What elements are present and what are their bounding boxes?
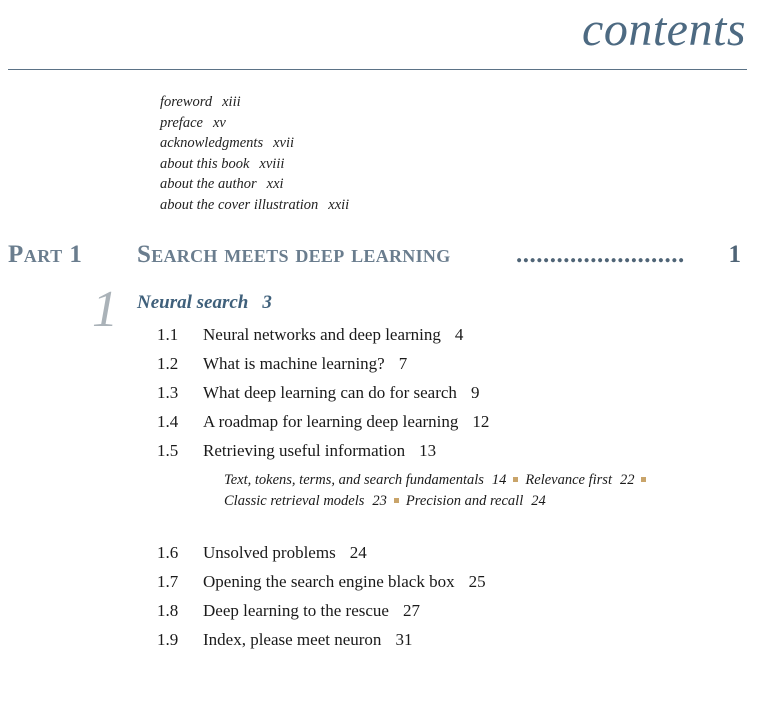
section-number: 1.8 <box>157 601 179 620</box>
section-number: 1.9 <box>157 630 179 649</box>
entry-title: about the cover illustration <box>160 196 319 213</box>
subsection-entry[interactable] <box>224 472 506 488</box>
subsection-entry[interactable] <box>224 493 387 509</box>
section-entry[interactable] <box>157 571 486 593</box>
section-entry[interactable] <box>157 629 412 651</box>
entry-title: acknowledgments <box>160 135 264 152</box>
section-title: Unsolved problems <box>203 543 336 562</box>
bullet-separator <box>394 498 399 503</box>
front-matter-item[interactable] <box>160 133 349 154</box>
part-dot-leader: ......................... <box>516 241 685 268</box>
section-entry[interactable] <box>157 382 479 404</box>
chapter-page: 3 <box>262 292 272 313</box>
front-matter-item[interactable] <box>160 154 349 175</box>
section-title: Deep learning to the rescue <box>203 601 389 620</box>
entry-page: xiii <box>222 94 241 110</box>
part-heading[interactable] <box>8 240 741 270</box>
subsection-list <box>224 470 694 512</box>
section-entry[interactable] <box>157 440 436 462</box>
subsection-entry[interactable] <box>406 493 546 509</box>
section-title: Index, please meet neuron <box>203 630 382 649</box>
section-number: 1.6 <box>157 543 179 562</box>
section-page: 24 <box>349 543 367 562</box>
subsection-title: Classic retrieval models <box>224 493 365 509</box>
bullet-separator <box>513 477 518 482</box>
section-number: 1.5 <box>157 441 179 460</box>
front-matter-item[interactable] <box>160 174 349 195</box>
section-title: Neural networks and deep learning <box>203 325 441 344</box>
subsection-page: 23 <box>372 493 387 509</box>
chapter-number: 1 <box>92 281 118 338</box>
bullet-separator <box>641 477 646 482</box>
section-page: 4 <box>454 325 464 344</box>
section-entry[interactable] <box>157 542 367 564</box>
chapter-title: Neural search <box>137 292 249 313</box>
entry-page: xvii <box>273 135 295 152</box>
section-number: 1.1 <box>157 325 179 344</box>
section-page: 12 <box>472 412 490 431</box>
section-page: 25 <box>468 572 486 591</box>
title-divider <box>8 69 747 70</box>
entry-page: xxii <box>328 196 350 213</box>
section-number: 1.2 <box>157 354 179 373</box>
section-title: What is machine learning? <box>203 354 385 373</box>
section-entry[interactable] <box>157 324 463 346</box>
subsection-title: Text, tokens, terms, and search fundamentals <box>224 472 484 488</box>
entry-title: foreword <box>160 94 213 110</box>
entry-title: about the author <box>160 176 257 193</box>
entry-page: xxi <box>266 176 284 193</box>
subsection-title: Relevance first <box>525 472 612 488</box>
section-page: 27 <box>402 601 420 620</box>
entry-page: xv <box>212 114 226 131</box>
entry-title: preface <box>160 114 203 131</box>
section-page: 13 <box>419 441 437 460</box>
section-entry[interactable] <box>157 600 420 622</box>
section-number: 1.7 <box>157 572 179 591</box>
entry-page: xviii <box>259 155 285 172</box>
front-matter-item[interactable] <box>160 195 349 216</box>
subsection-title: Precision and recall <box>405 493 524 509</box>
subsection-page: 22 <box>619 472 635 488</box>
chapter-heading[interactable] <box>137 292 272 314</box>
front-matter-list <box>160 92 349 216</box>
section-title: Opening the search engine black box <box>203 572 455 591</box>
subsection-entry[interactable] <box>525 472 634 488</box>
section-number: 1.4 <box>157 412 179 431</box>
section-page: 7 <box>398 354 408 373</box>
page-title: contents <box>582 3 746 56</box>
subsection-page: 24 <box>531 493 546 509</box>
front-matter-item[interactable] <box>160 92 349 113</box>
section-title: A roadmap for learning deep learning <box>203 412 459 431</box>
part-page: 1 <box>728 241 741 268</box>
section-entry[interactable] <box>157 353 407 375</box>
section-title: Retrieving useful information <box>203 441 406 460</box>
section-page: 9 <box>470 383 480 402</box>
part-title: Search meets deep learning <box>137 241 451 268</box>
part-label: Part 1 <box>8 241 83 268</box>
section-entry[interactable] <box>157 411 489 433</box>
front-matter-item[interactable] <box>160 113 349 134</box>
section-page: 31 <box>395 630 413 649</box>
section-number: 1.3 <box>157 383 179 402</box>
entry-title: about this book <box>160 155 250 172</box>
subsection-page: 14 <box>491 472 507 488</box>
section-title: What deep learning can do for search <box>203 383 457 402</box>
